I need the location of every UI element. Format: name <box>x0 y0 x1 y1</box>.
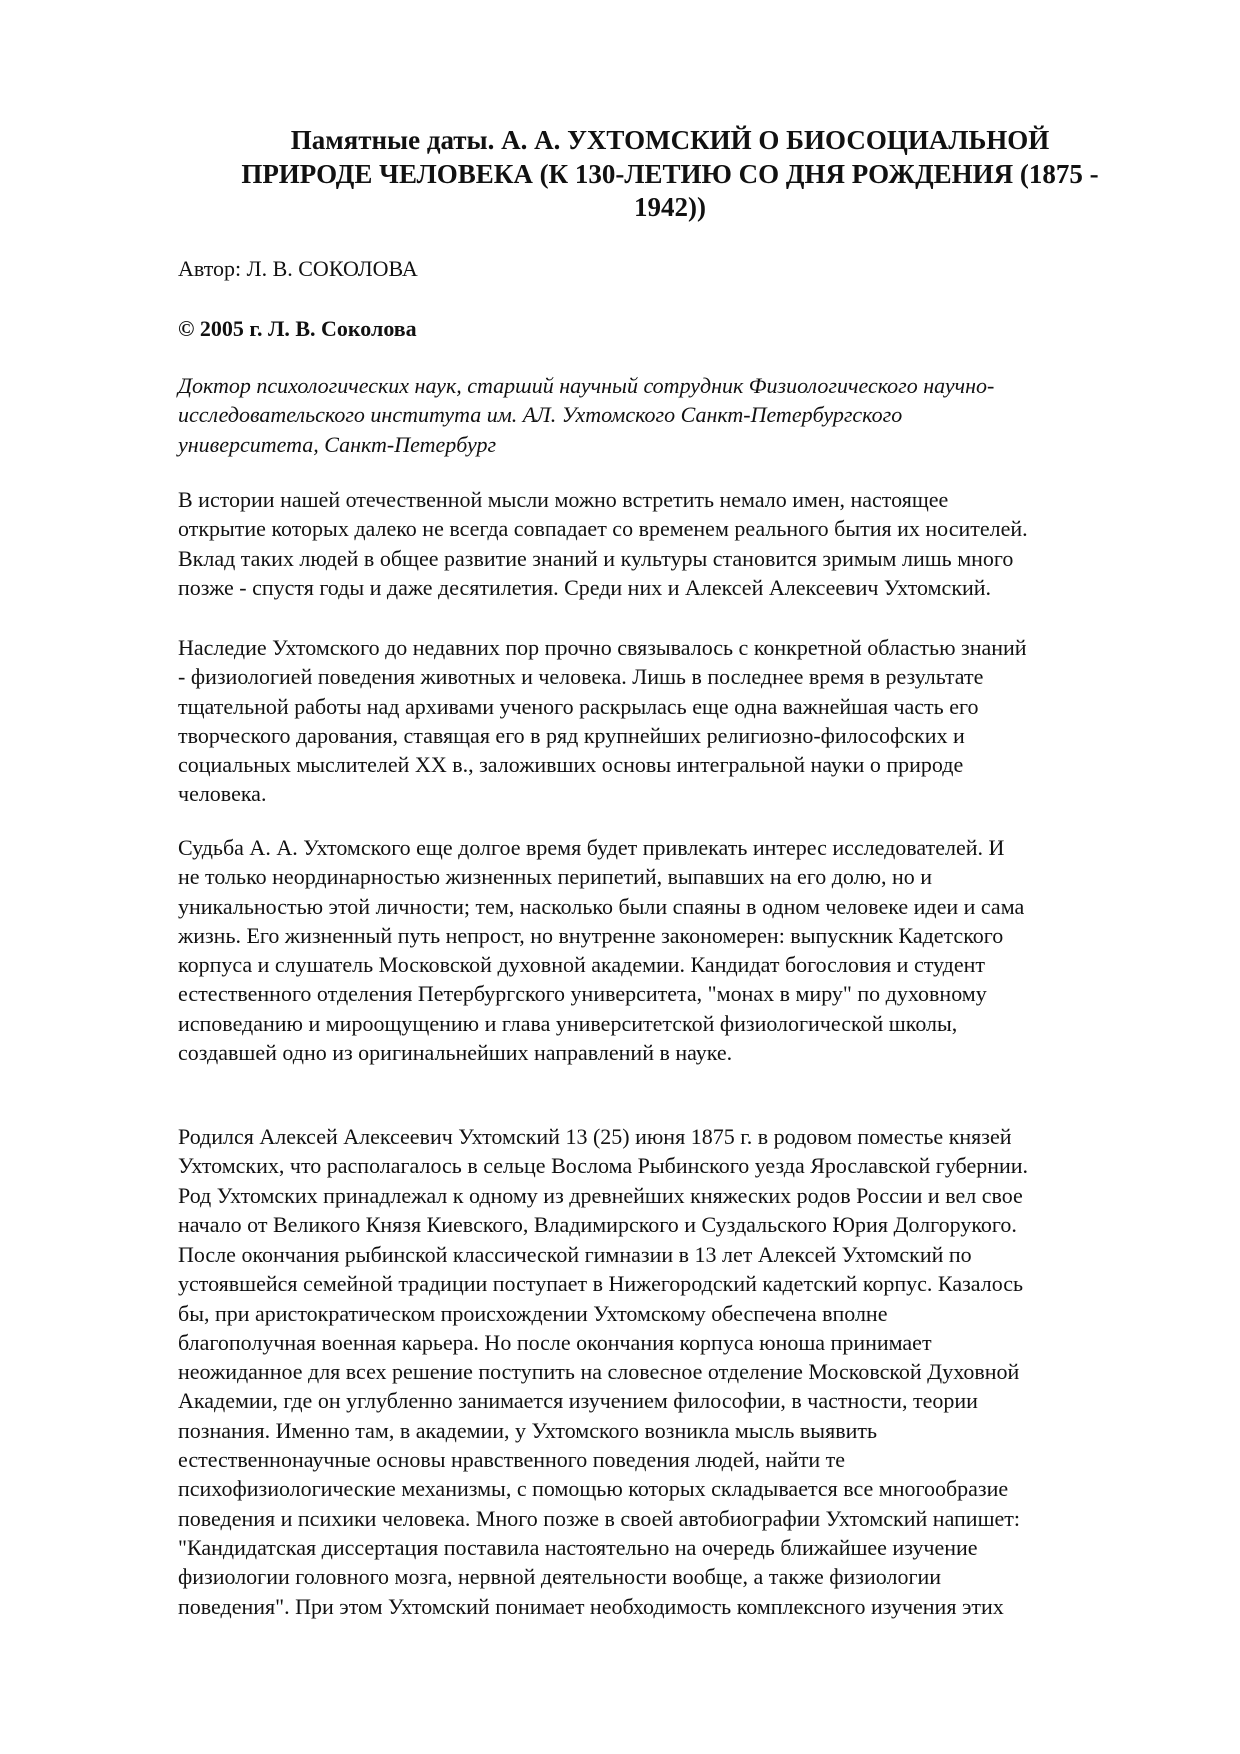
paragraph <box>178 485 1178 602</box>
author-affiliation <box>178 371 1178 459</box>
paragraph-line: психофизиологические механизмы, с помощью которых складывается все многообразие <box>178 1476 1009 1502</box>
paragraph-line: познания. Именно там, в академии, у Ухтомского возникла мысль выявить <box>178 1417 878 1443</box>
paragraph-line: начало от Великого Князя Киевского, Владимирского и Суздальского Юрия Долгорукого. <box>178 1211 1017 1237</box>
paragraph-line: естественнонаучные основы нравственного поведения людей, найти те <box>178 1447 845 1473</box>
title-line: ПРИРОДЕ ЧЕЛОВЕКА (К 130-ЛЕТИЮ СО ДНЯ РОЖДЕНИЯ (1875 - <box>241 158 1099 189</box>
paragraph-line: физиологии головного мозга, нервной деятельности вообще, а также физиологии <box>178 1564 942 1590</box>
paragraph-line: естественного отделения Петербургского университета, "монах в миру" по духовному <box>178 981 987 1007</box>
document-title <box>170 124 1170 225</box>
title-line: 1942)) <box>634 192 706 222</box>
paragraph-line: устоявшейся семейной традиции поступает в Нижегородский кадетский корпус. Казалось <box>178 1271 1024 1297</box>
paragraph <box>178 1240 1178 1621</box>
paragraph-line: социальных мыслителей XX в., заложивших основы интегральной науки о природе <box>178 752 964 778</box>
paragraph-line: В истории нашей отечественной мысли можно встретить немало имен, настоящее <box>178 487 949 512</box>
paragraph <box>178 1122 1178 1239</box>
paragraph <box>178 633 1178 809</box>
paragraph-line: создавшей одно из оригинальнейших направлений в науке. <box>178 1040 733 1066</box>
paragraph-line: Академии, где он углубленно занимается изучением философии, в частности, теории <box>178 1388 978 1414</box>
paragraph-line: человека. <box>178 781 267 807</box>
paragraph-line: Наследие Ухтомского до недавних пор прочно связывалось с конкретной областью знаний <box>178 635 1027 660</box>
paragraph-line: уникальностью этой личности; тем, насколько были спаяны в одном человеке идеи и сама <box>178 893 1025 919</box>
paragraph-line: позже - спустя годы и даже десятилетия. Среди них и Алексей Алексеевич Ухтомский. <box>178 574 992 600</box>
paragraph-line: открытие которых далеко не всегда совпадает со временем реального бытия их носителей. <box>178 516 1028 542</box>
paragraph-line: исповеданию и мироощущению и глава университетской физиологической школы, <box>178 1010 958 1036</box>
paragraph-line: бы, при аристократическом происхождении Ухтомскому обеспечена вполне <box>178 1300 888 1326</box>
paragraph-line: благополучная военная карьера. Но после окончания корпуса юноша принимает <box>178 1329 932 1355</box>
paragraph-line: Род Ухтомских принадлежал к одному из древнейших княжеских родов России и вел свое <box>178 1182 1023 1208</box>
paragraph-line: корпуса и слушатель Московской духовной академии. Кандидат богословия и студент <box>178 952 986 978</box>
paragraph-line: Судьба А. А. Ухтомского еще долгое время будет привлекать интерес исследователей. И <box>178 835 1005 860</box>
paragraph <box>178 833 1178 1067</box>
paragraph-line: поведения". При этом Ухтомский понимает необходимость комплексного изучения этих <box>178 1593 1004 1619</box>
paragraph-line: неожиданное для всех решение поступить на словесное отделение Московской Духовной <box>178 1359 1020 1385</box>
paragraph-line: - физиологией поведения животных и человека. Лишь в последнее время в результате <box>178 664 984 690</box>
paragraph-line: тщательной работы над архивами ученого раскрылась еще одна важнейшая часть его <box>178 693 979 719</box>
paragraph-line: После окончания рыбинской классической гимназии в 13 лет Алексей Ухтомский по <box>178 1242 972 1267</box>
copyright-line: © 2005 г. Л. В. Соколова <box>178 316 417 341</box>
paragraph-line: не только неординарностью жизненных перипетий, выпавших на его долю, но и <box>178 864 933 890</box>
paragraph-line: "Кандидатская диссертация поставила настоятельно на очередь ближайшее изучение <box>178 1534 978 1560</box>
paragraph-line: Вклад таких людей в общее развитие знаний и культуры становится зримым лишь много <box>178 545 1014 571</box>
author-line: Автор: Л. В. СОКОЛОВА <box>178 256 418 281</box>
paragraph-line: жизнь. Его жизненный путь непрост, но внутренне закономерен: выпускник Кадетского <box>178 922 1004 948</box>
affiliation-line: исследовательского института им. АЛ. Ухтомского Санкт-Петербургского <box>178 402 903 428</box>
affiliation-line: университета, Санкт-Петербург <box>178 431 497 457</box>
affiliation-line: Доктор психологических наук, старший научный сотрудник Физиологического научно- <box>178 373 995 398</box>
paragraph-line: Родился Алексей Алексеевич Ухтомский 13 (25) июня 1875 г. в родовом поместье князей <box>178 1124 1012 1149</box>
title-line: Памятные даты. А. А. УХТОМСКИЙ О БИОСОЦИАЛЬНОЙ <box>290 125 1050 155</box>
paragraph-line: Ухтомских, что располагалось в сельце Вослома Рыбинского уезда Ярославской губернии. <box>178 1153 1029 1179</box>
paragraph-line: творческого дарования, ставящая его в ряд крупнейших религиозно-философских и <box>178 722 965 748</box>
paragraph-line: поведения и психики человека. Много позже в своей автобиографии Ухтомский напишет: <box>178 1505 1021 1531</box>
